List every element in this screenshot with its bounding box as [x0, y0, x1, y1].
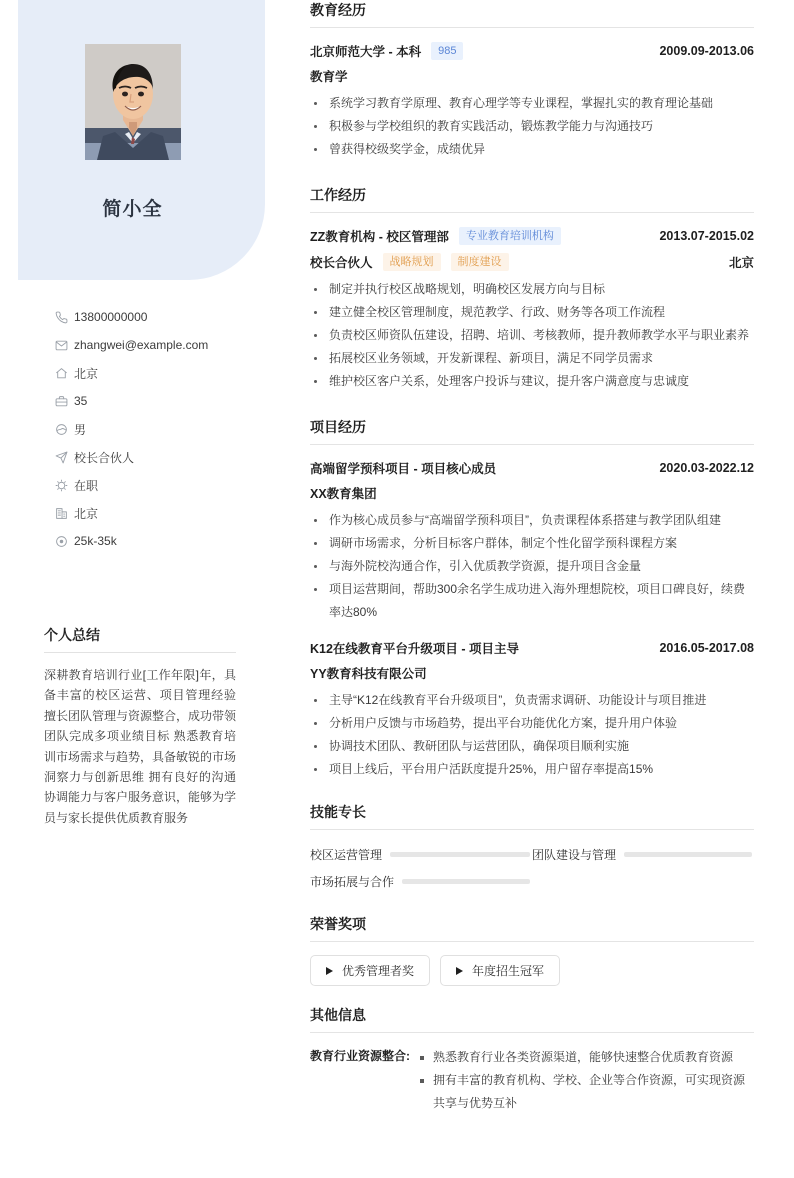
contact-value-position: 校长合伙人 [74, 450, 135, 465]
spacer [310, 163, 754, 185]
spacer [310, 986, 754, 1005]
project-entry-header [310, 458, 754, 477]
honor-chip[interactable] [310, 955, 430, 986]
briefcase-icon [55, 394, 74, 408]
play-triangle-icon [456, 967, 463, 975]
email-icon [55, 338, 74, 352]
other-info-list [416, 1046, 754, 1115]
list-item: 熟悉教育行业各类资源渠道，能够快速整合优质教育资源 [416, 1046, 754, 1069]
status-icon [55, 478, 74, 492]
project-bullets [310, 689, 754, 781]
education-tag: 985 [431, 42, 463, 60]
list-item: 积极参与学校组织的教育实践活动，锻炼教学能力与沟通技巧 [310, 115, 754, 138]
contact-item-job-status [55, 471, 260, 499]
list-item: 协调技术团队、教研团队与运营团队，确保项目顺利实施 [310, 735, 754, 758]
list-item: 拓展校区业务领域，开发新课程、新项目，满足不同学员需求 [310, 347, 754, 370]
honor-label: 优秀管理者奖 [342, 964, 415, 978]
avatar-container [0, 44, 265, 160]
home-icon [55, 366, 74, 380]
person-name: 简小全 [102, 199, 163, 220]
list-item: 曾获得校级奖学金，成绩优异 [310, 138, 754, 161]
contact-item-email [55, 331, 260, 359]
education-entry [310, 41, 754, 161]
project-company: XX教育集团 [310, 487, 377, 501]
main-content [310, 0, 754, 1115]
work-company: ZZ教育机构 - 校区管理部 [310, 229, 449, 244]
education-school: 北京师范大学 - 本科 [310, 44, 422, 59]
skills-section [310, 802, 754, 895]
work-role-row [310, 252, 754, 271]
list-item: 作为核心成员参与“高端留学预科项目”，负责课程体系搭建与教学团队组建 [310, 509, 754, 532]
skill-progress-track [390, 852, 530, 857]
work-entry-header [310, 226, 754, 245]
project-bullets [310, 509, 754, 624]
other-info-label: 教育行业资源整合: [310, 1049, 410, 1063]
spacer [310, 895, 754, 914]
list-item: 负责校区师资队伍建设，招聘、培训、考核教师，提升教师教学水平与职业素养 [310, 324, 754, 347]
work-company-tag: 专业教育培训机构 [459, 227, 561, 245]
skill-progress-track [402, 879, 530, 884]
other-info-row [310, 1033, 754, 1115]
list-item: 建立健全校区管理制度，规范教学、行政、财务等各项工作流程 [310, 301, 754, 324]
list-item: 项目运营期间，帮助300余名学生成功进入海外理想院校，项目口碑良好，续费率达80% [310, 578, 754, 624]
salary-icon [55, 534, 74, 548]
projects-body [310, 445, 754, 781]
work-role: 校长合伙人 [310, 255, 373, 270]
work-section [310, 185, 754, 393]
contact-item-phone [55, 303, 260, 331]
work-heading: 工作经历 [310, 185, 754, 213]
work-role-tag: 制度建设 [451, 253, 509, 271]
education-body [310, 28, 754, 161]
skill-item [532, 841, 754, 868]
list-item: 系统学习教育学原理、教育心理学等专业课程，掌握扎实的教育理论基础 [310, 92, 754, 115]
spacer [310, 395, 754, 417]
honors-list [310, 942, 754, 986]
project-company: YY教育科技有限公司 [310, 667, 427, 681]
work-location: 北京 [728, 255, 754, 270]
list-item: 主导“K12在线教育平台升级项目”，负责需求调研、功能设计与项目推进 [310, 689, 754, 712]
personal-summary-heading: 个人总结 [44, 625, 236, 653]
work-entry [310, 226, 754, 393]
other-info-heading: 其他信息 [310, 1005, 754, 1033]
projects-heading: 项目经历 [310, 417, 754, 445]
list-item: 拥有丰富的教育机构、学校、企业等合作资源，可实现资源共享与优势互补 [416, 1069, 754, 1115]
skill-label: 团队建设与管理 [532, 848, 617, 862]
list-item: 制定并执行校区战略规划，明确校区发展方向与目标 [310, 278, 754, 301]
list-item: 与海外院校沟通合作，引入优质教学资源，提升项目含金量 [310, 555, 754, 578]
education-section [310, 0, 754, 161]
contact-item-gender [55, 415, 260, 443]
building-icon [55, 506, 74, 520]
project-date: 2020.03-2022.12 [659, 460, 754, 475]
contact-item-position [55, 443, 260, 471]
project-title: K12在线教育平台升级项目 - 项目主导 [310, 641, 520, 656]
honors-heading: 荣誉奖项 [310, 914, 754, 942]
education-heading: 教育经历 [310, 0, 754, 28]
honor-chip[interactable] [440, 955, 560, 986]
contact-value-hometown: 北京 [74, 366, 99, 381]
project-date: 2016.05-2017.08 [659, 640, 754, 655]
contact-item-hometown [55, 359, 260, 387]
contact-value-age: 35 [74, 394, 88, 408]
contact-item-salary [55, 527, 260, 555]
list-item: 维护校区客户关系，处理客户投诉与建议，提升客户满意度与忠诚度 [310, 370, 754, 393]
skill-progress-track [624, 852, 752, 857]
contact-item-workplace [55, 499, 260, 527]
gender-icon [55, 422, 74, 436]
personal-summary-section [44, 625, 236, 828]
play-triangle-icon [326, 967, 333, 975]
project-entry [310, 638, 754, 781]
education-date: 2009.09-2013.06 [659, 43, 754, 58]
contact-list [55, 303, 260, 555]
contact-value-job-status: 在职 [74, 478, 99, 493]
education-entry-header [310, 41, 754, 60]
list-item: 项目上线后，平台用户活跃度提升25%，用户留存率提高15% [310, 758, 754, 781]
skill-item [310, 841, 532, 868]
skill-item [310, 868, 532, 895]
work-body [310, 213, 754, 393]
list-item: 分析用户反馈与市场趋势，提出平台功能优化方案，提升用户体验 [310, 712, 754, 735]
project-entry [310, 458, 754, 624]
work-role-tag: 战略规划 [383, 253, 441, 271]
project-entry-header [310, 638, 754, 657]
work-date: 2013.07-2015.02 [659, 228, 754, 243]
phone-icon [55, 310, 74, 324]
spacer [310, 783, 754, 802]
skills-grid [310, 830, 754, 895]
projects-section [310, 417, 754, 781]
contact-value-gender: 男 [74, 422, 87, 437]
honor-label: 年度招生冠军 [472, 964, 545, 978]
other-info-section [310, 1005, 754, 1115]
contact-value-salary: 25k-35k [74, 534, 117, 548]
honors-section [310, 914, 754, 986]
project-title: 高端留学预科项目 - 项目核心成员 [310, 461, 497, 476]
skill-label: 校区运营管理 [310, 848, 383, 862]
contact-value-email: zhangwei@example.com [74, 338, 209, 352]
avatar [85, 44, 181, 160]
list-item: 调研市场需求，分析目标客户群体，制定个性化留学预科课程方案 [310, 532, 754, 555]
personal-summary-text: 深耕教育培训行业[工作年限]年，具备丰富的校区运营、项目管理经验 擅长团队管理与资源整合，成功带领团队完成多项业绩目标 熟悉教育培训市场需求与趋势，具备敏锐的市场洞察力与创新思维 拥有良好的沟通协调能力与客户服务意识，能够为学员与家长提供优质教育服务 [44, 668, 237, 825]
skill-label: 市场拓展与合作 [310, 875, 395, 889]
contact-item-age [55, 387, 260, 415]
education-bullets [310, 92, 754, 161]
work-bullets [310, 278, 754, 393]
sidebar [0, 0, 265, 1178]
paper-plane-icon [55, 450, 74, 464]
education-major: 教育学 [310, 70, 348, 84]
skills-heading: 技能专长 [310, 802, 754, 830]
contact-value-workplace: 北京 [74, 506, 99, 521]
contact-value-phone: 13800000000 [74, 310, 148, 324]
